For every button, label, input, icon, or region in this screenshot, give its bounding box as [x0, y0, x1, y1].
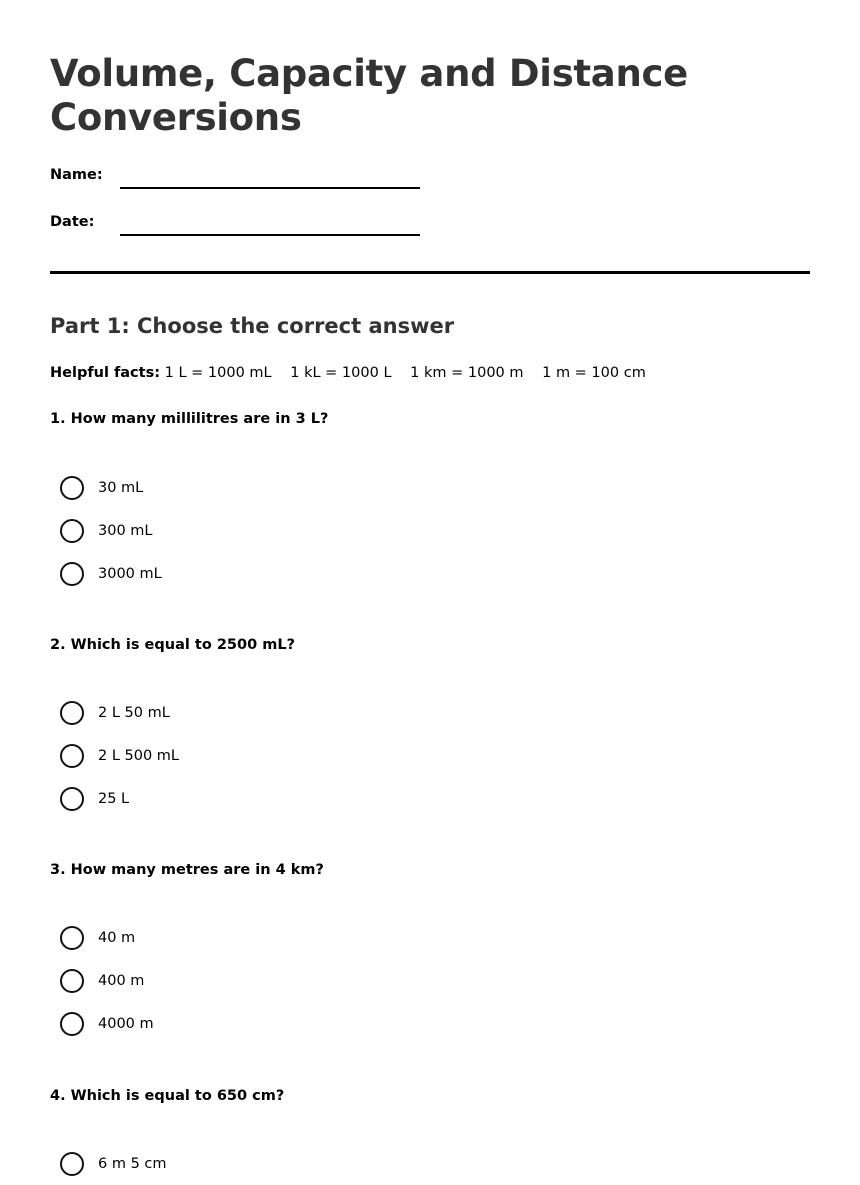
date-label: Date:	[50, 214, 95, 230]
answer-option[interactable]	[60, 959, 154, 1002]
question-text: 4. Which is equal to 650 cm?	[50, 1088, 285, 1104]
name-label: Name:	[50, 167, 103, 183]
radio-button-icon[interactable]	[60, 1152, 84, 1176]
part-1-title: Part 1: Choose the correct answer	[50, 314, 455, 338]
question-text: 3. How many metres are in 4 km?	[50, 862, 324, 878]
radio-button-icon[interactable]	[60, 926, 84, 950]
answer-option[interactable]	[60, 916, 154, 959]
option-label: 300 mL	[98, 522, 153, 539]
date-field[interactable]	[120, 234, 420, 236]
answer-options	[60, 1142, 167, 1185]
answer-option[interactable]	[60, 1002, 154, 1045]
radio-button-icon[interactable]	[60, 1012, 84, 1036]
answer-options	[60, 466, 162, 595]
option-label: 4000 m	[98, 1015, 154, 1032]
radio-button-icon[interactable]	[60, 519, 84, 543]
question-3	[50, 861, 810, 1032]
option-label: 2 L 50 mL	[98, 704, 170, 721]
answer-option[interactable]	[60, 466, 162, 509]
radio-button-icon[interactable]	[60, 476, 84, 500]
question-2	[50, 636, 810, 807]
helpful-facts	[50, 363, 660, 383]
radio-button-icon[interactable]	[60, 562, 84, 586]
radio-button-icon[interactable]	[60, 969, 84, 993]
fact-item: 1 km = 1000 m	[410, 365, 524, 381]
answer-option[interactable]	[60, 552, 162, 595]
question-text: 2. Which is equal to 2500 mL?	[50, 637, 295, 653]
answer-option[interactable]	[60, 1142, 167, 1185]
option-label: 40 m	[98, 929, 136, 946]
answer-option[interactable]	[60, 509, 162, 552]
option-label: 30 mL	[98, 479, 144, 496]
radio-button-icon[interactable]	[60, 744, 84, 768]
radio-button-icon[interactable]	[60, 787, 84, 811]
question-1	[50, 410, 810, 582]
option-label: 25 L	[98, 790, 130, 807]
option-label: 3000 mL	[98, 565, 162, 582]
fact-item: 1 kL = 1000 L	[290, 365, 392, 381]
worksheet-title: Volume, Capacity and Distance Conversions	[50, 52, 688, 139]
radio-button-icon[interactable]	[60, 701, 84, 725]
question-4	[50, 1087, 810, 1172]
option-label: 2 L 500 mL	[98, 747, 180, 764]
answer-option[interactable]	[60, 734, 179, 777]
answer-options	[60, 691, 179, 820]
answer-options	[60, 916, 154, 1045]
name-field[interactable]	[120, 187, 420, 189]
fact-item: 1 m = 100 cm	[542, 365, 646, 381]
answer-option[interactable]	[60, 691, 179, 734]
option-label: 400 m	[98, 972, 145, 989]
fact-item: 1 L = 1000 mL	[164, 365, 272, 381]
option-label: 6 m 5 cm	[98, 1155, 167, 1172]
section-divider	[50, 271, 810, 274]
question-text: 1. How many millilitres are in 3 L?	[50, 411, 329, 427]
helpful-facts-label: Helpful facts:	[50, 365, 161, 381]
answer-option[interactable]	[60, 777, 179, 820]
